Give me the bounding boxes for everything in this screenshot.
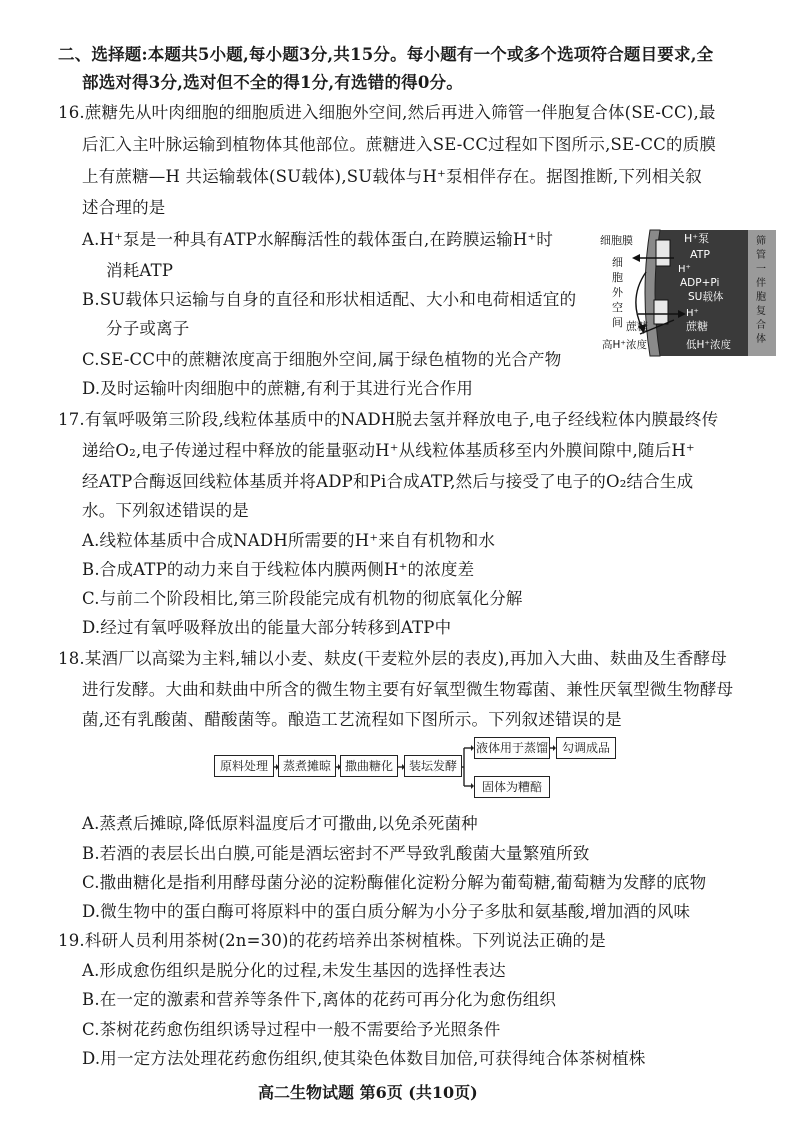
svg-text:胞: 胞 (756, 292, 766, 303)
flow-step-saccharify: 撒曲糖化 (340, 755, 398, 777)
q19-stem-line: 19.科研人员利用茶树(2n=30)的花药培养出茶树植株。下列说法正确的是 (58, 931, 606, 950)
h-top-label: H⁺ (678, 264, 691, 275)
q16-stem-line: 上有蔗糖—H 共运输载体(SU载体),SU载体与H⁺泵相伴存在。据图推断,下列相关叙 (82, 167, 702, 186)
q17-option-b: B.合成ATP的动力来自于线粒体内膜两侧H⁺的浓度差 (82, 560, 475, 579)
sucrose-right-label: 蔗糖 (686, 320, 708, 333)
svg-text:伴: 伴 (756, 278, 766, 289)
svg-text:细: 细 (612, 256, 623, 269)
atp-label: ATP (690, 248, 711, 261)
adp-pi-label: ADP+Pi (680, 277, 720, 289)
q17-stem-line: 水。下列叙述错误的是 (82, 501, 249, 520)
q16-stem-line: 16.蔗糖先从叶肉细胞的细胞质进入细胞外空间,然后再进入筛管一伴胞复合体(SE-CC),最 (58, 103, 716, 122)
q16-option-a: A.H⁺泵是一种具有ATP水解酶活性的载体蛋白,在跨膜运输H⁺时 (82, 230, 554, 249)
h-pump-label: H⁺泵 (684, 232, 710, 245)
q18-option-a: A.蒸煮后摊晾,降低原料温度后才可撒曲,以免杀死菌种 (82, 814, 478, 833)
svg-text:合: 合 (756, 320, 766, 331)
svg-text:胞: 胞 (612, 271, 623, 284)
q19-option-c: C.茶树花药愈伤组织诱导过程中一般不需要给予光照条件 (82, 1020, 501, 1039)
q16-stem-line: 述合理的是 (82, 198, 166, 217)
flow-step-raw-material: 原料处理 (214, 755, 274, 777)
section-heading: 二、选择题:本题共5小题,每小题3分,共15分。每小题有一个或多个选项符合题目要求,全 (58, 45, 714, 64)
flow-step-steam-cool: 蒸煮摊晾 (278, 755, 336, 777)
high-h-label: 高H⁺浓度 (602, 339, 647, 351)
svg-text:外: 外 (612, 286, 623, 299)
flow-branch-blend: 勾调成品 (556, 737, 616, 759)
svg-text:筛: 筛 (756, 236, 766, 247)
q18-option-c: C.撒曲糖化是指利用酵母菌分泌的淀粉酶催化淀粉分解为葡萄糖,葡萄糖为发酵的底物 (82, 873, 707, 892)
page-footer: 高二生物试题 第6页 (共10页) (258, 1083, 478, 1102)
su-carrier-label: SU载体 (688, 291, 724, 303)
q19-option-d: D.用一定方法处理花药愈伤组织,使其染色体数目加倍,可获得纯合体茶树植株 (82, 1049, 646, 1068)
section-heading-cont: 部选对得3分,选对但不全的得1分,有选错的得0分。 (82, 73, 463, 92)
svg-text:复: 复 (756, 306, 766, 317)
q18-stem-line: 18.某酒厂以高粱为主料,辅以小麦、麸皮(干麦粒外层的表皮),再加入大曲、麸曲及生香酵母 (58, 649, 727, 668)
outside-space-label (612, 256, 624, 329)
q16-option-b-cont: 分子或离子 (106, 319, 190, 338)
svg-text:空: 空 (612, 301, 623, 314)
flow-step-ferment: 装坛发酵 (404, 755, 462, 777)
q18-option-b: B.若酒的表层长出白膜,可能是酒坛密封不严导致乳酸菌大量繁殖所致 (82, 844, 590, 863)
figure-left-labels (600, 228, 660, 358)
q17-stem-line: 经ATP合酶返回线粒体基质并将ADP和Pi合成ATP,然后与接受了电子的O₂结合生成 (82, 472, 694, 491)
q16-option-a-cont: 消耗ATP (106, 261, 174, 280)
q17-stem-line: 17.有氧呼吸第三阶段,线粒体基质中的NADH脱去氢并释放电子,电子经线粒体内膜最终传 (58, 410, 719, 429)
sucrose-left-label: 蔗糖 (626, 320, 648, 333)
svg-text:体: 体 (756, 334, 766, 345)
membrane-label: 细胞膜 (600, 234, 633, 247)
q19-option-b: B.在一定的激素和营养等条件下,离体的花药可再分化为愈伤组织 (82, 990, 557, 1009)
q17-stem-line: 递给O₂,电子传递过程中释放的能量驱动H⁺从线粒体基质移至内外膜间隙中,随后H⁺ (82, 441, 695, 460)
svg-text:管: 管 (756, 250, 766, 261)
flow-branch-distill: 液体用于蒸馏 (474, 737, 550, 759)
svg-text:一: 一 (756, 264, 766, 275)
flow-arrows (214, 730, 634, 810)
q16-option-c: C.SE-CC中的蔗糖浓度高于细胞外空间,属于绿色植物的光合产物 (82, 350, 562, 369)
q16-option-d: D.及时运输叶肉细胞中的蔗糖,有利于其进行光合作用 (82, 379, 474, 398)
q17-option-d: D.经过有氧呼吸释放出的能量大部分转移到ATP中 (82, 618, 452, 637)
q18-stem-line: 菌,还有乳酸菌、醋酸菌等。酿造工艺流程如下图所示。下列叙述错误的是 (82, 710, 622, 729)
q18-stem-line: 进行发酵。大曲和麸曲中所含的微生物主要有好氧型微生物霉菌、兼性厌氧型微生物酵母 (82, 680, 734, 699)
svg-text:间: 间 (612, 316, 623, 329)
q16-option-b: B.SU载体只运输与自身的直径和形状相适配、大小和电荷相适宜的 (82, 290, 577, 309)
q16-stem-line: 后汇入主叶脉运输到植物体其他部位。蔗糖进入SE-CC过程如下图所示,SE-CC的质膜 (82, 135, 717, 154)
low-h-label: 低H⁺浓度 (686, 339, 731, 351)
q17-option-c: C.与前二个阶段相比,第三阶段能完成有机物的彻底氧化分解 (82, 589, 523, 608)
q17-option-a: A.线粒体基质中合成NADH所需要的H⁺来自有机物和水 (82, 531, 496, 550)
q18-option-d: D.微生物中的蛋白酶可将原料中的蛋白质分解为小分子多肽和氨基酸,增加酒的风味 (82, 902, 691, 921)
flow-branch-grains: 固体为糟醅 (474, 776, 550, 798)
q19-option-a: A.形成愈伤组织是脱分化的过程,未发生基因的选择性表达 (82, 961, 506, 980)
h-mid-label: H⁺ (686, 308, 699, 319)
